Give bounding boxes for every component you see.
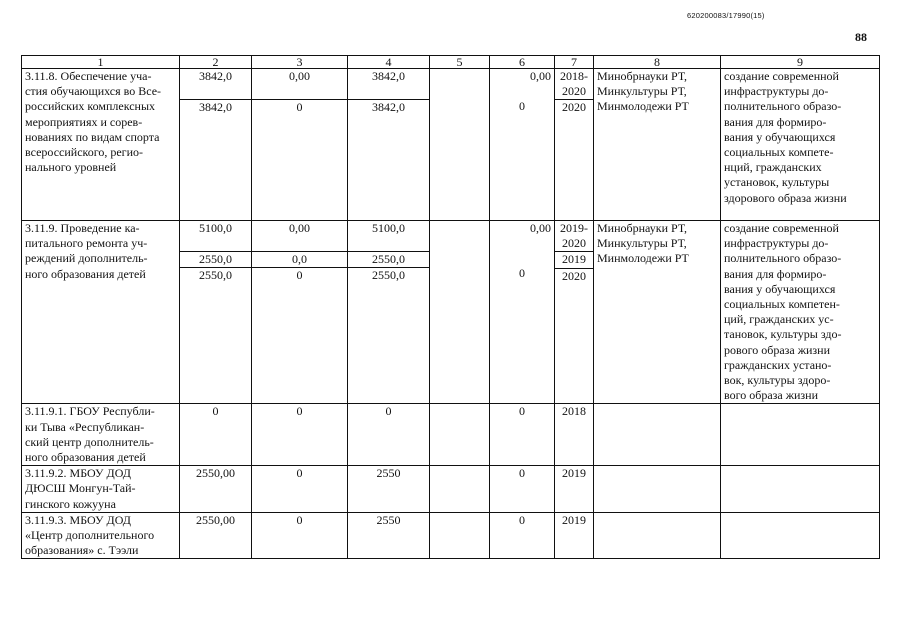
text-line: российских комплексных: [25, 99, 156, 114]
text-line: ций, гражданских ус-: [724, 312, 834, 327]
result-cell: [721, 512, 880, 559]
value: 2019: [555, 251, 593, 267]
text-line: Минобрнауки РТ,: [597, 221, 687, 235]
text-line: гинского кожууна: [25, 496, 116, 511]
regional-cell: 0: [348, 404, 430, 466]
text-line: Минкультуры РТ,: [597, 236, 687, 251]
value: 0: [519, 266, 525, 280]
value: 2550,0: [180, 251, 251, 267]
text-line: рового образа жизни: [724, 342, 831, 357]
regional-cell: 2550: [348, 512, 430, 559]
value: 0,00: [289, 221, 310, 235]
value: 2019-: [560, 221, 588, 235]
value: 0: [252, 99, 347, 115]
result-cell: [721, 404, 880, 466]
value: 3842,0: [180, 99, 251, 115]
result-cell: [721, 69, 880, 221]
text-line: 3.11.9.2. МБОУ ДОД: [25, 466, 131, 481]
text-line: вания у обучающихся: [724, 129, 836, 144]
text-line: полнительного образо-: [724, 251, 842, 266]
text-line: ки Тыва «Республикан-: [25, 419, 145, 434]
value: 3842,0: [199, 69, 232, 83]
text-line: ский центр дополнитель-: [25, 434, 154, 449]
text-line: Минмолодежи РТ: [597, 99, 689, 114]
measure-name-cell: [22, 404, 180, 466]
col-header: 2: [180, 56, 252, 69]
col-header: 3: [252, 56, 348, 69]
period-cell: [555, 221, 594, 404]
value: 0,0: [252, 251, 347, 267]
responsible-cell: [594, 69, 721, 221]
text-line: мероприятиях и сорев-: [25, 114, 143, 129]
value: 2018-: [560, 69, 588, 83]
text-line: вок, культуры здоро-: [724, 373, 831, 388]
program-table: [21, 55, 880, 559]
text-line: стия обучающихся во Все-: [25, 84, 162, 99]
text-line: ДЮСШ Монгун-Тай-: [25, 481, 136, 496]
value: 0,00: [530, 221, 551, 235]
responsible-cell: [594, 221, 721, 404]
value: [493, 251, 551, 266]
text-line: вания для формиро-: [724, 266, 827, 281]
text-line: создание современной: [724, 221, 839, 235]
regional-cell: [348, 69, 430, 221]
extra-budget-cell: 0: [490, 466, 555, 513]
text-line: нованиях по видам спорта: [25, 129, 160, 144]
federal-cell: 0: [252, 512, 348, 559]
measure-name-cell: [22, 466, 180, 513]
text-line: Минобрнауки РТ,: [597, 69, 687, 83]
text-line: ного образования детей: [25, 450, 146, 465]
table-row: [22, 69, 880, 221]
municipal-cell: [430, 69, 490, 221]
total-cell: [180, 221, 252, 404]
value: 0,00: [530, 69, 551, 83]
col-header: 1: [22, 56, 180, 69]
total-cell: 0: [180, 404, 252, 466]
table-row: [22, 221, 880, 404]
federal-cell: [252, 221, 348, 404]
text-line: Минмолодежи РТ: [597, 251, 689, 266]
col-header: 8: [594, 56, 721, 69]
measure-name-cell: [22, 512, 180, 559]
text-line: вого образа жизни: [724, 388, 819, 403]
table-row: [22, 404, 880, 466]
text-line: гражданских устано-: [724, 357, 832, 372]
text-line: здорового образа жизни: [724, 190, 847, 205]
text-line: тановок, культуры здо-: [724, 327, 842, 342]
col-header: 9: [721, 56, 880, 69]
measure-name-cell: [22, 69, 180, 221]
result-cell: [721, 221, 880, 404]
text-line: «Центр дополнительного: [25, 528, 155, 543]
table-row: [22, 512, 880, 559]
period-cell: 2018: [555, 404, 594, 466]
responsible-cell: [594, 404, 721, 466]
period-cell: [555, 69, 594, 221]
text-line: 3.11.8. Обеспечение уча-: [25, 69, 152, 83]
value: 2020: [562, 236, 586, 251]
text-line: 3.11.9.3. МБОУ ДОД: [25, 512, 131, 527]
text-line: социальных компетен-: [724, 297, 840, 312]
regional-cell: [348, 221, 430, 404]
text-line: нального уровней: [25, 160, 117, 175]
col-header: 6: [490, 56, 555, 69]
federal-cell: 0: [252, 404, 348, 466]
result-cell: [721, 466, 880, 513]
value: 0: [252, 267, 347, 283]
federal-cell: 0: [252, 466, 348, 513]
page-number: 88: [855, 30, 867, 44]
municipal-cell: [430, 221, 490, 404]
col-header: 4: [348, 56, 430, 69]
measure-name-cell: [22, 221, 180, 404]
text-line: вания у обучающихся: [724, 281, 836, 296]
text-line: полнительного образо-: [724, 99, 842, 114]
value: 3842,0: [372, 69, 405, 83]
table-row: [22, 466, 880, 513]
value: 2020: [562, 84, 586, 99]
text-line: инфраструктуры до-: [724, 84, 829, 99]
municipal-cell: [430, 404, 490, 466]
col-header: 5: [430, 56, 490, 69]
value: 3842,0: [348, 99, 429, 115]
municipal-cell: [430, 466, 490, 513]
value: 2020: [555, 268, 593, 284]
period-cell: 2019: [555, 466, 594, 513]
federal-cell: [252, 69, 348, 221]
regional-cell: 2550: [348, 466, 430, 513]
text-line: ного образования детей: [25, 266, 146, 281]
text-line: нций, гражданских: [724, 160, 822, 175]
text-line: Минкультуры РТ,: [597, 84, 687, 99]
value: 2550,0: [180, 267, 251, 283]
value: 0,00: [289, 69, 310, 83]
responsible-cell: [594, 466, 721, 513]
extra-budget-cell: [490, 69, 555, 221]
extra-budget-cell: 0: [490, 404, 555, 466]
header-row: [22, 56, 880, 69]
responsible-cell: [594, 512, 721, 559]
text-line: всероссийского, регио-: [25, 145, 144, 160]
text-line: 3.11.9.1. ГБОУ Республи-: [25, 404, 155, 419]
text-line: социальных компете-: [724, 145, 834, 160]
value: 5100,0: [199, 221, 232, 235]
text-line: 3.11.9. Проведение ка-: [25, 221, 140, 235]
total-cell: [180, 69, 252, 221]
value: 2550,0: [348, 267, 429, 283]
value: 2550,0: [348, 251, 429, 267]
extra-budget-cell: [490, 221, 555, 404]
document-code: 620200083/17990(15): [687, 11, 765, 20]
period-cell: 2019: [555, 512, 594, 559]
col-header: 7: [555, 56, 594, 69]
total-cell: 2550,00: [180, 512, 252, 559]
text-line: реждений дополнитель-: [25, 251, 148, 266]
text-line: вания для формиро-: [724, 114, 827, 129]
text-line: создание современной: [724, 69, 839, 83]
text-line: питального ремонта уч-: [25, 236, 148, 251]
value: 5100,0: [372, 221, 405, 235]
value: 2020: [555, 99, 593, 115]
text-line: установок, культуры: [724, 175, 830, 190]
value: 0: [519, 99, 525, 113]
municipal-cell: [430, 512, 490, 559]
extra-budget-cell: 0: [490, 512, 555, 559]
total-cell: 2550,00: [180, 466, 252, 513]
text-line: образования» с. Тээли: [25, 543, 139, 558]
text-line: инфраструктуры до-: [724, 236, 829, 251]
